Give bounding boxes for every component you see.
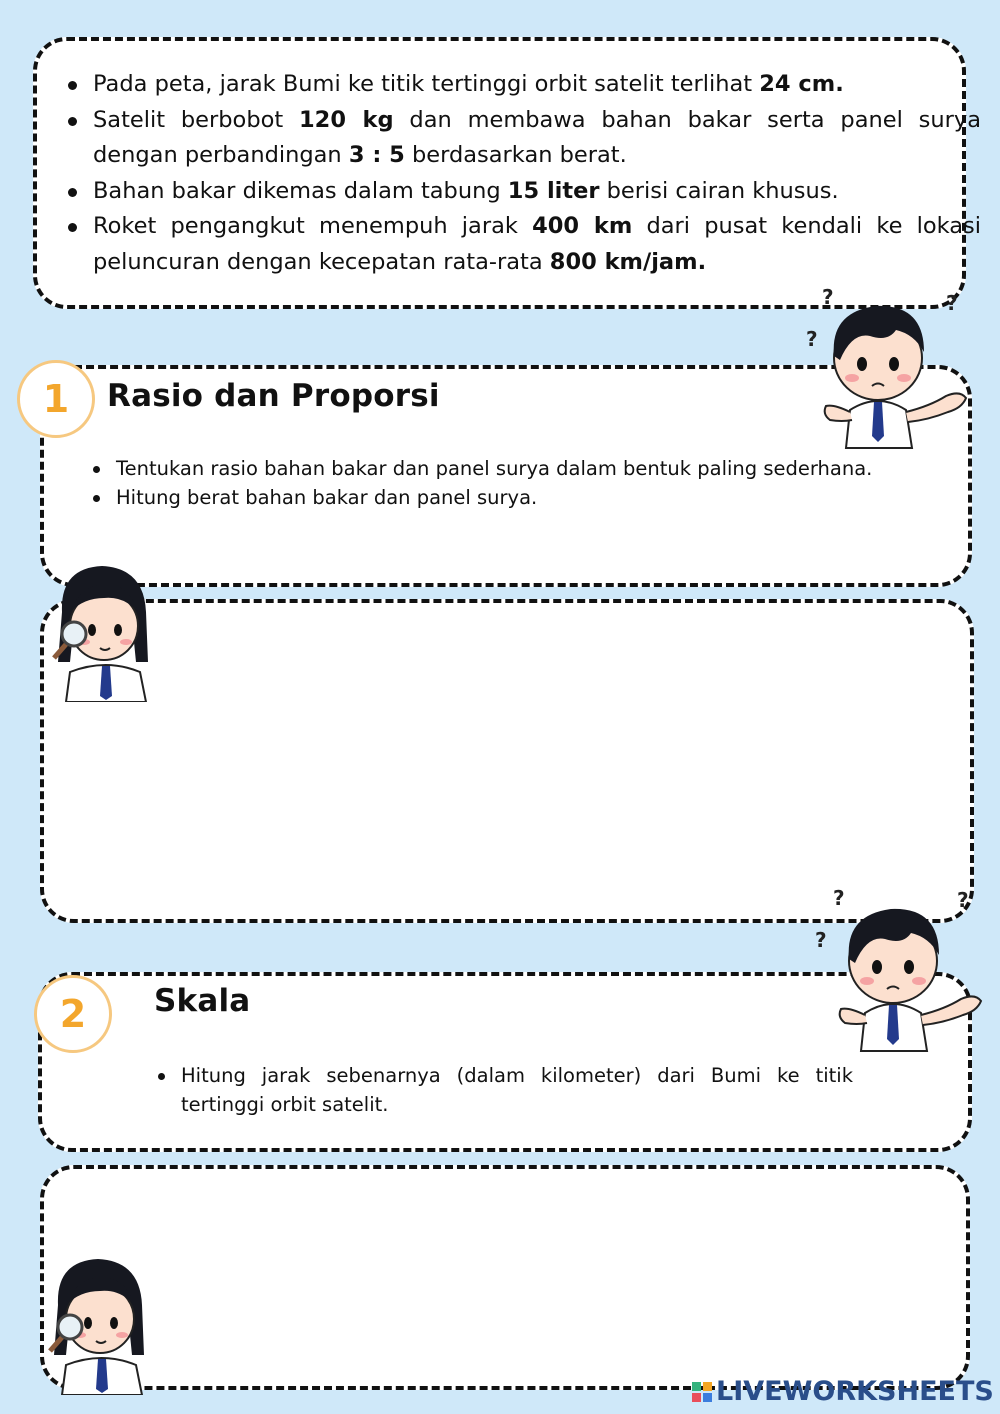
svg-text:?: ?	[806, 327, 818, 351]
task-item: Hitung berat bahan bakar dan panel surya.	[116, 484, 941, 513]
liveworksheets-logo-icon	[692, 1382, 712, 1402]
task-item: Hitung jarak sebenarnya (dalam kilometer) dari Bumi ke titik tertinggi orbit satelit.	[181, 1062, 853, 1119]
fact-item: Bahan bakar dikemas dalam tabung 15 liter berisi cairan khusus.	[93, 174, 981, 210]
svg-text:?: ?	[822, 285, 834, 309]
fact-item: Satelit berbobot 120 kg dan membawa bahan bakar serta panel surya dengan perbandingan 3 : 5 berdasarkan berat.	[93, 103, 981, 174]
svg-text:?: ?	[957, 888, 969, 912]
answer-box-2[interactable]	[40, 1165, 970, 1390]
confused-boy-illustration	[800, 280, 980, 450]
task-item: Tentukan rasio bahan bakar dan panel surya dalam bentuk paling sederhana.	[116, 455, 941, 484]
svg-text:?: ?	[815, 928, 827, 952]
facts-list	[65, 67, 981, 280]
girl-with-magnifier-illustration	[36, 1255, 156, 1395]
liveworksheets-watermark[interactable]	[692, 1376, 994, 1407]
answer-box-1[interactable]	[40, 599, 974, 923]
watermark-text: LIVEWORKSHEETS	[716, 1376, 994, 1407]
section1-title: Rasio dan Proporsi	[107, 378, 440, 414]
svg-text:?: ?	[833, 886, 845, 910]
fact-item: Pada peta, jarak Bumi ke titik tertinggi orbit satelit terlihat 24 cm.	[93, 67, 981, 103]
svg-text:?: ?	[946, 291, 958, 315]
fact-item: Roket pengangkut menempuh jarak 400 km dari pusat kendali ke lokasi peluncuran dengan kecepatan rata-rata 800 km/jam.	[93, 209, 981, 280]
section2-number-badge: 2	[34, 975, 112, 1053]
intro-box	[33, 37, 982, 309]
section1-task-list	[90, 455, 941, 512]
confused-boy-illustration	[815, 883, 995, 1053]
section2-title: Skala	[154, 983, 251, 1019]
section1-number-badge: 1	[17, 360, 95, 438]
girl-with-magnifier-illustration	[40, 562, 160, 702]
section2-task-list	[155, 1062, 853, 1119]
